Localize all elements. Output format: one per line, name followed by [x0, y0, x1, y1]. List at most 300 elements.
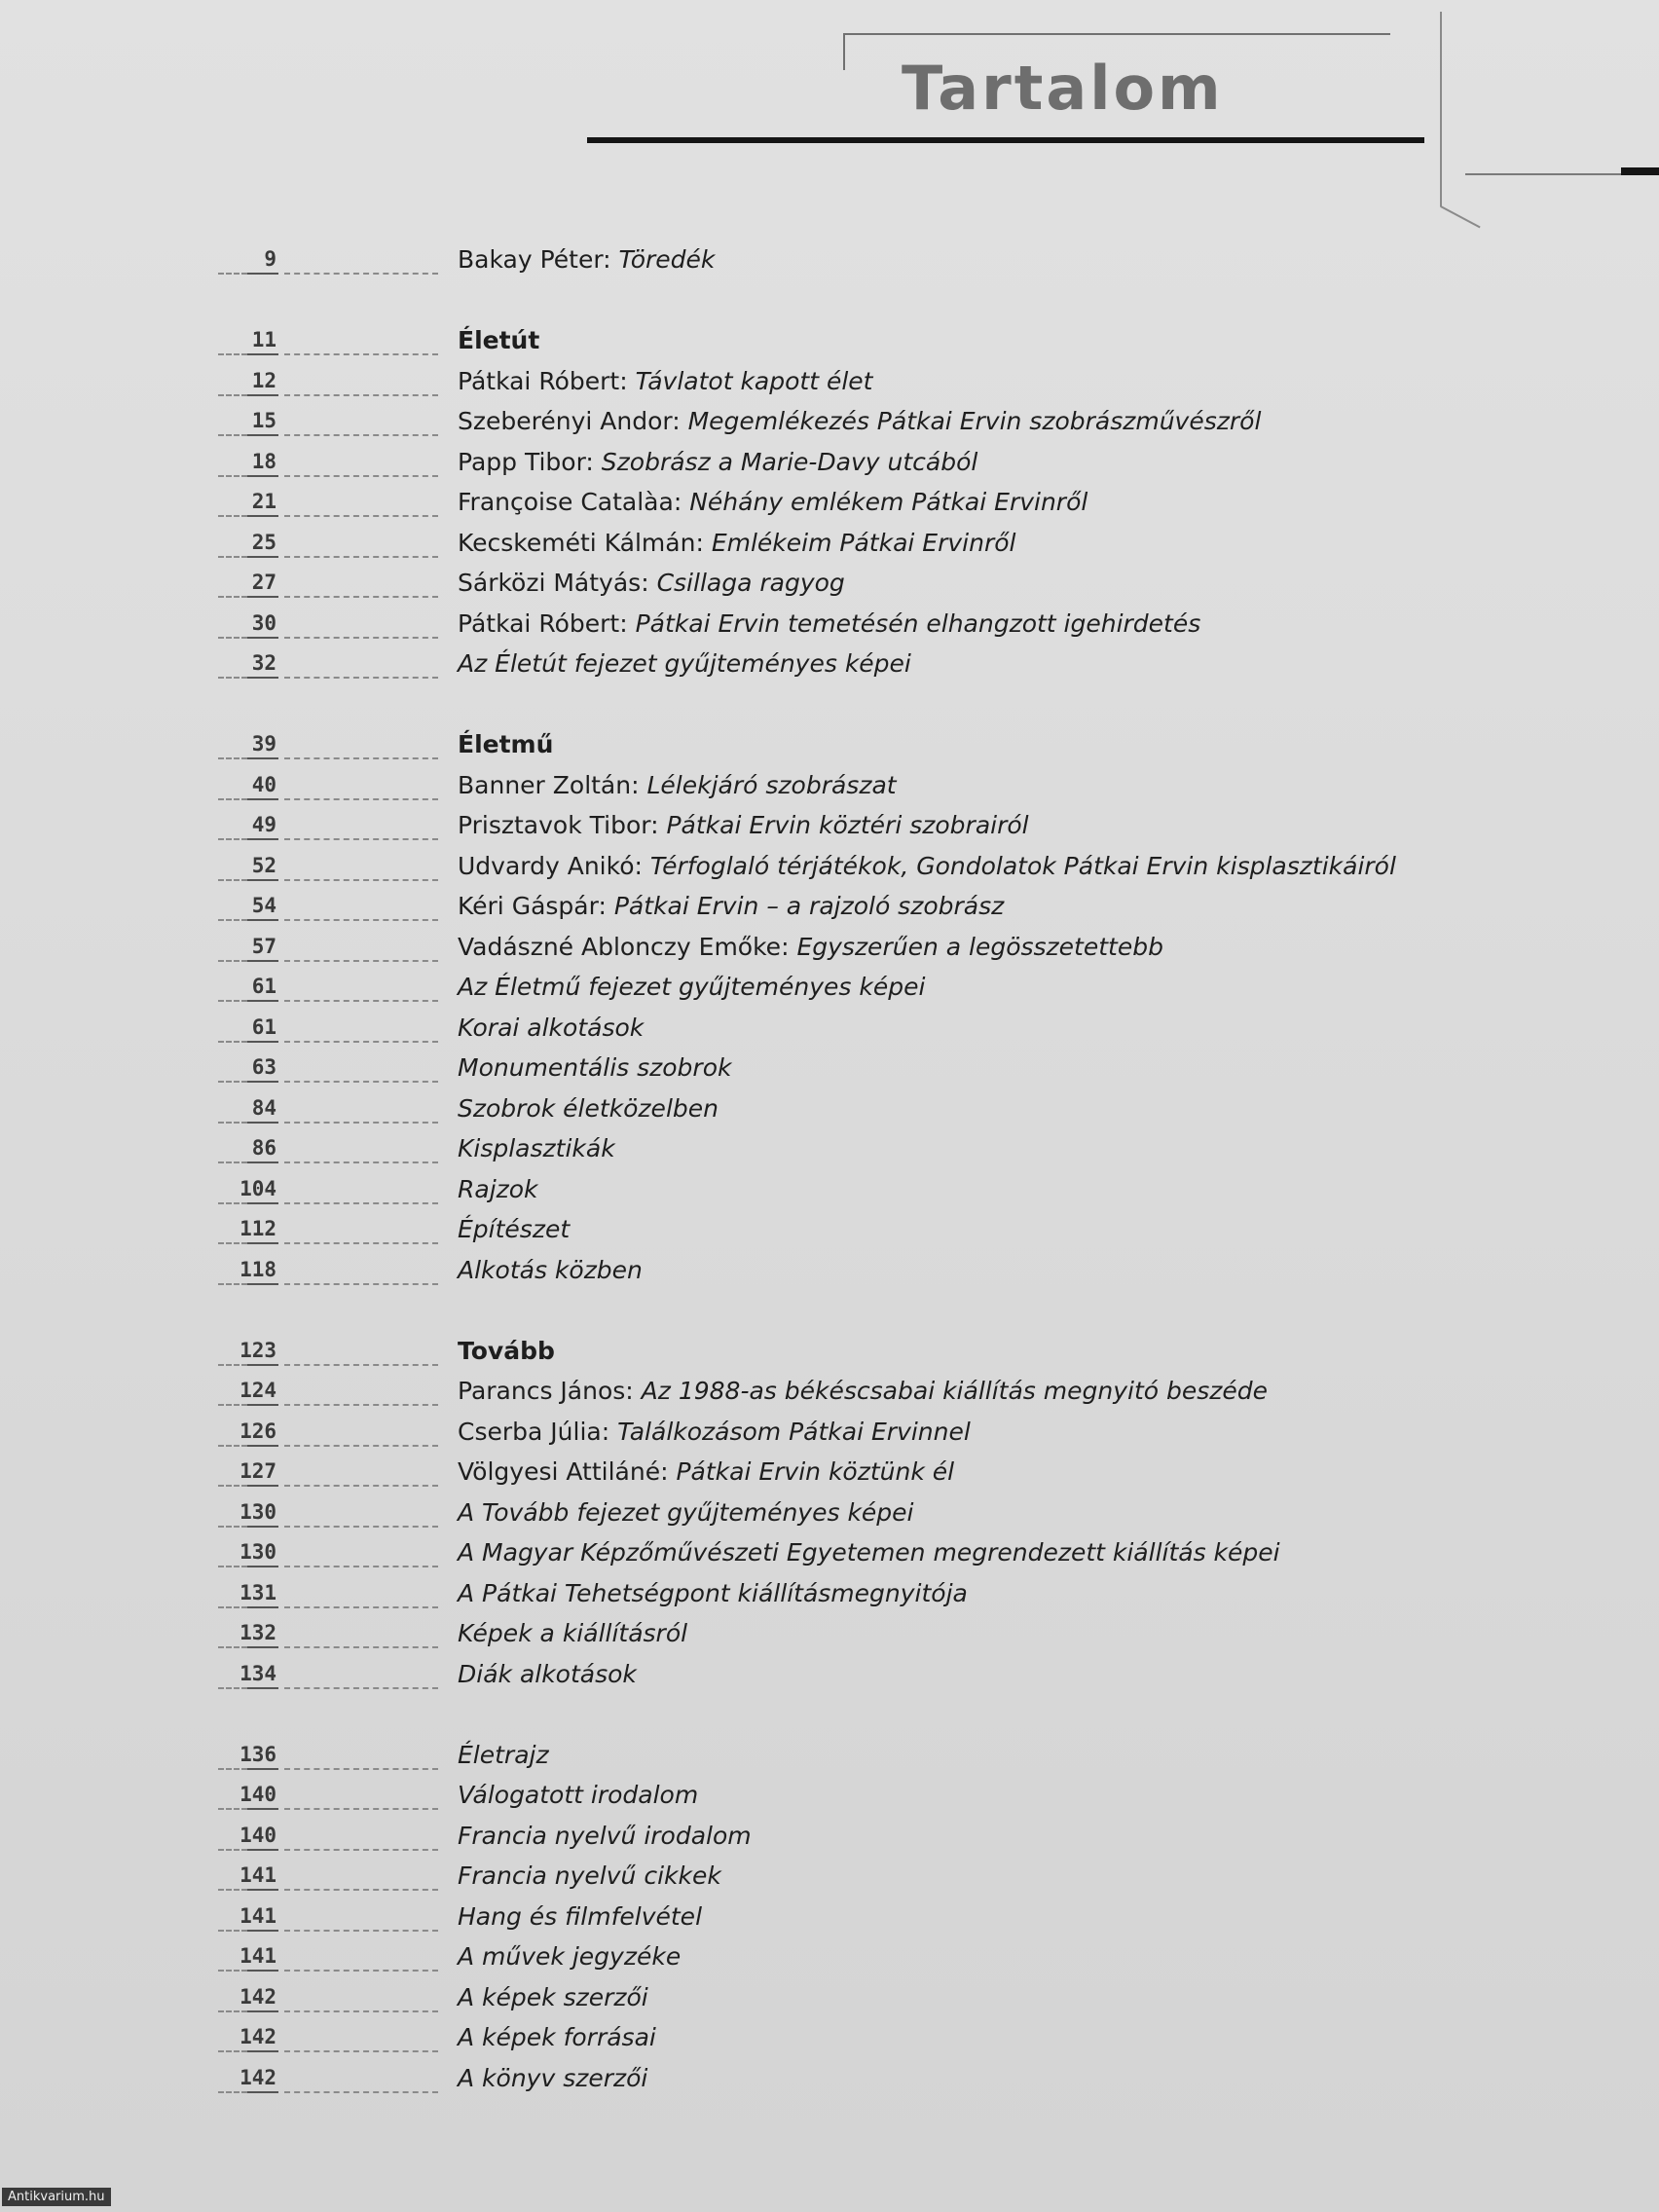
- toc-page-number: 25: [251, 530, 276, 554]
- toc-entry-text: Sárközi Mátyás: Csillaga ragyog: [458, 569, 845, 597]
- toc-entry: [218, 848, 1620, 889]
- toc-entry-text: [458, 1822, 752, 1850]
- page-underline: [247, 637, 278, 639]
- toc-section-row: [218, 726, 1620, 767]
- toc-author: Sárközi Mátyás: [458, 569, 642, 597]
- toc-page-number: 39: [251, 732, 276, 756]
- toc-entry-text: [458, 973, 925, 1001]
- toc-entry: [218, 241, 1620, 282]
- page-underline: [247, 1970, 278, 1972]
- toc-author: Papp Tibor: [458, 447, 586, 476]
- toc-entry-text: Szeberényi Andor: Megemlékezés Pátkai Ervin szobrászművészről: [458, 407, 1262, 435]
- leader-line: [218, 1768, 247, 1770]
- leader-line: [218, 353, 247, 355]
- toc-page-number: 142: [240, 2065, 276, 2089]
- toc-page-number: 131: [240, 1580, 276, 1604]
- toc-entry-text: Prisztavok Tibor: Pátkai Ervin köztéri szobrairól: [458, 811, 1029, 839]
- toc-entry: [218, 2019, 1620, 2060]
- toc-entry: [218, 1615, 1620, 1656]
- page-underline: [247, 353, 278, 355]
- leader-line: [218, 919, 247, 921]
- page-underline: [247, 1364, 278, 1366]
- toc-entry-text: Bakay Péter: Töredék: [458, 245, 716, 274]
- toc-author: Pátkai Róbert: [458, 608, 620, 638]
- toc-section-title: Életmű: [458, 730, 554, 758]
- toc-title: Az Életmű fejezet gyűjteményes képei: [458, 973, 926, 1001]
- toc-title: Életrajz: [458, 1740, 549, 1769]
- toc-entry: [218, 1575, 1620, 1616]
- leader-line: [284, 596, 438, 598]
- leader-line: [218, 637, 247, 639]
- toc-entry-text: [458, 1175, 538, 1203]
- page-underline: [247, 1000, 278, 1002]
- toc-entry-text: Udvardy Anikó: Térfoglaló térjátékok, Gondolatok Pátkai Ervin kisplasztikáiról: [458, 851, 1396, 880]
- toc-entry-text: Banner Zoltán: Lélekjáró szobrászat: [458, 770, 897, 799]
- toc-entry-text: [458, 1619, 687, 1647]
- toc-entry-text: [458, 1215, 570, 1243]
- toc-title: A Pátkai Tehetségpont kiállításmegnyitója: [458, 1578, 968, 1607]
- toc-entry: [218, 969, 1620, 1010]
- page-title: Tartalom: [902, 53, 1224, 124]
- corner-line-horizontal: [1465, 173, 1621, 175]
- leader-line: [218, 556, 247, 558]
- toc-entry-text: [458, 1983, 648, 2011]
- page-underline: [247, 1526, 278, 1528]
- toc-page-number: 54: [251, 894, 276, 917]
- toc-page-number: 18: [251, 449, 276, 473]
- toc-author: Vadászné Ablonczy Emőke: [458, 932, 782, 961]
- toc-entry: [218, 1818, 1620, 1859]
- leader-line: [284, 757, 438, 759]
- leader-line: [284, 434, 438, 436]
- toc-page-number: 32: [251, 651, 276, 675]
- leader-line: [284, 1364, 438, 1366]
- leader-line: [218, 1849, 247, 1851]
- toc-title: A Magyar Képzőművészeti Egyetemen megrendezett kiállítás képei: [458, 1538, 1280, 1567]
- toc-title: A képek szerzői: [458, 1982, 648, 2011]
- toc-entry-text: [458, 1862, 721, 1890]
- toc-title: Térfoglaló térjátékok, Gondolatok Pátkai Ervin kisplasztikáiról: [649, 851, 1396, 880]
- toc-title: Az 1988-as békéscsabai kiállítás megnyitó beszéde: [641, 1377, 1269, 1405]
- leader-line: [218, 838, 247, 840]
- page-underline: [247, 515, 278, 517]
- toc-entry-text: Pátkai Róbert: Pátkai Ervin temetésén elhangzott igehirdetés: [458, 608, 1201, 638]
- toc-entry-text: [458, 1781, 698, 1809]
- toc-author: Françoise Catalàa: [458, 488, 674, 516]
- toc-title: Francia nyelvű cikkek: [458, 1862, 721, 1890]
- leader-line: [218, 1283, 247, 1285]
- leader-line: [284, 798, 438, 800]
- page-underline: [247, 1485, 278, 1487]
- toc-entry: [218, 1656, 1620, 1697]
- toc-author: Banner Zoltán: [458, 770, 632, 799]
- page-underline: [247, 798, 278, 800]
- leader-line: [284, 838, 438, 840]
- toc-author: Udvardy Anikó: [458, 851, 635, 880]
- leader-line: [218, 1889, 247, 1891]
- toc-title: A művek jegyzéke: [458, 1942, 682, 1971]
- toc-author: Cserba Júlia: [458, 1417, 602, 1446]
- toc-section-title: Tovább: [458, 1336, 555, 1365]
- toc-author: Szeberényi Andor: [458, 407, 673, 435]
- toc-entry: [218, 1979, 1620, 2020]
- toc-entry-text: [458, 730, 553, 758]
- leader-line: [284, 1687, 438, 1689]
- leader-line: [218, 2091, 247, 2093]
- leader-line: [218, 596, 247, 598]
- leader-line: [284, 1000, 438, 1002]
- page-underline: [247, 273, 278, 275]
- toc-section-title: Életút: [458, 326, 540, 354]
- toc-entry: [218, 1171, 1620, 1212]
- toc-title: A képek forrásai: [458, 2023, 656, 2051]
- leader-line: [284, 1485, 438, 1487]
- toc-page-number: 63: [251, 1055, 276, 1079]
- toc-page-number: 142: [240, 1984, 276, 2009]
- leader-line: [218, 1122, 247, 1124]
- page-underline: [247, 1081, 278, 1083]
- leader-line: [218, 1364, 247, 1366]
- toc-page-number: 130: [240, 1499, 276, 1524]
- page-underline: [247, 1646, 278, 1648]
- leader-line: [218, 1242, 247, 1244]
- toc-page-number: 61: [251, 1014, 276, 1039]
- leader-line: [218, 1161, 247, 1163]
- leader-line: [218, 1970, 247, 1972]
- toc-entry-text: [458, 649, 911, 678]
- leader-line: [284, 1445, 438, 1447]
- toc-entry-text: Völgyesi Attiláné: Pátkai Ervin köztünk él: [458, 1457, 955, 1486]
- leader-line: [284, 1202, 438, 1204]
- leader-line: [218, 1646, 247, 1648]
- toc-entry-text: [458, 326, 539, 354]
- page-underline: [247, 394, 278, 396]
- toc-author: Völgyesi Attiláné: [458, 1457, 661, 1486]
- page-underline: [247, 1849, 278, 1851]
- toc-page-number: 61: [251, 975, 276, 998]
- toc-entry: [218, 929, 1620, 970]
- page-underline: [247, 838, 278, 840]
- page-underline: [247, 1606, 278, 1608]
- toc-entry-text: Papp Tibor: Szobrász a Marie-Davy utcából: [458, 447, 978, 476]
- toc-page-number: 130: [240, 1540, 276, 1564]
- toc-title: Pátkai Ervin – a rajzoló szobrász: [613, 892, 1005, 920]
- toc-page-number: 140: [240, 1823, 276, 1847]
- page-underline: [247, 919, 278, 921]
- toc-page-number: 118: [240, 1257, 276, 1281]
- toc-entry: [218, 1090, 1620, 1131]
- toc-entry: [218, 1938, 1620, 1979]
- toc-title: Pátkai Ervin köztünk él: [676, 1457, 955, 1486]
- toc-page-number: 9: [264, 247, 276, 271]
- toc-page-number: 141: [240, 1863, 276, 1887]
- toc-title: Korai alkotások: [458, 1013, 645, 1042]
- toc-entry-text: [458, 1942, 681, 1971]
- corner-bar: [1621, 167, 1659, 175]
- leader-line: [284, 1041, 438, 1043]
- toc-entry-text: [458, 2023, 656, 2051]
- toc-page-number: 104: [240, 1176, 276, 1200]
- page-underline: [247, 1687, 278, 1689]
- toc-page-number: 141: [240, 1944, 276, 1968]
- toc-title: Kisplasztikák: [458, 1134, 615, 1162]
- corner-line-vertical: [1440, 12, 1442, 206]
- leader-line: [284, 1161, 438, 1163]
- leader-line: [218, 273, 247, 275]
- page-underline: [247, 677, 278, 679]
- leader-line: [218, 1606, 247, 1608]
- toc-page-number: 21: [251, 490, 276, 513]
- leader-line: [218, 394, 247, 396]
- toc-page-number: 127: [240, 1459, 276, 1483]
- leader-line: [284, 515, 438, 517]
- toc-entry: [218, 1130, 1620, 1171]
- toc-author: Kecskeméti Kálmán: [458, 528, 696, 557]
- toc-entry: [218, 807, 1620, 848]
- leader-line: [218, 2010, 247, 2012]
- toc-page-number: 123: [240, 1338, 276, 1362]
- toc-entry-text: [458, 1256, 643, 1284]
- page-underline: [247, 1161, 278, 1163]
- toc-section-row: [218, 322, 1620, 363]
- toc-entry: [218, 1899, 1620, 1939]
- toc-title: Az Életút fejezet gyűjteményes képei: [458, 649, 911, 678]
- toc-page-number: 142: [240, 2025, 276, 2048]
- toc-title: A Tovább fejezet gyűjteményes képei: [458, 1497, 914, 1527]
- toc-title: Csillaga ragyog: [656, 569, 845, 597]
- toc-title: Emlékeim Pátkai Ervinről: [711, 528, 1016, 557]
- toc-entry-text: Kéri Gáspár: Pátkai Ervin – a rajzoló szobrász: [458, 892, 1005, 920]
- toc-entry: [218, 2060, 1620, 2101]
- page-underline: [247, 556, 278, 558]
- toc-entry-text: Pátkai Róbert: Távlatot kapott élet: [458, 366, 873, 395]
- leader-line: [218, 1808, 247, 1810]
- toc-entry-text: [458, 1134, 615, 1162]
- toc-page-number: 57: [251, 934, 276, 958]
- toc-entry-text: [458, 1579, 968, 1607]
- toc-entry: [218, 1737, 1620, 1778]
- toc-title: A könyv szerzői: [458, 2063, 648, 2092]
- leader-line: [284, 1808, 438, 1810]
- leader-line: [218, 1930, 247, 1932]
- leader-line: [284, 2050, 438, 2052]
- page-underline: [247, 1283, 278, 1285]
- toc-entry-text: [458, 1014, 644, 1042]
- leader-line: [284, 475, 438, 477]
- leader-line: [218, 757, 247, 759]
- toc-author: Prisztavok Tibor: [458, 811, 651, 839]
- leader-line: [284, 1930, 438, 1932]
- page-underline: [247, 757, 278, 759]
- leader-line: [218, 1687, 247, 1689]
- page-underline: [247, 1768, 278, 1770]
- toc-page-number: 112: [240, 1217, 276, 1240]
- corner-line-diagonal: [1440, 205, 1481, 228]
- leader-line: [284, 1768, 438, 1770]
- toc-entry: [218, 363, 1620, 404]
- toc-entry: [218, 1211, 1620, 1252]
- leader-line: [284, 1404, 438, 1406]
- toc-section-row: [218, 1333, 1620, 1374]
- toc-title: Töredék: [618, 245, 716, 274]
- toc-entry: [218, 888, 1620, 929]
- toc-page-number: 141: [240, 1903, 276, 1928]
- toc-page-number: 15: [251, 409, 276, 432]
- leader-line: [218, 1526, 247, 1528]
- page-underline: [247, 2091, 278, 2093]
- toc-author: Parancs János: [458, 1377, 626, 1405]
- leader-line: [284, 1122, 438, 1124]
- page-underline: [247, 2010, 278, 2012]
- page-underline: [247, 1242, 278, 1244]
- toc-entry: [218, 1050, 1620, 1090]
- toc-title: Pátkai Ervin temetésén elhangzott igehirdetés: [635, 608, 1201, 638]
- leader-line: [218, 1404, 247, 1406]
- leader-line: [284, 2010, 438, 2012]
- leader-line: [218, 798, 247, 800]
- toc-entry-text: [458, 2064, 647, 2092]
- toc-title: Válogatott irodalom: [458, 1781, 699, 1809]
- toc-title: Szobrok életközelben: [458, 1093, 719, 1123]
- toc-author: Pátkai Róbert: [458, 366, 620, 395]
- toc-title: Pátkai Ervin köztéri szobrairól: [666, 811, 1029, 839]
- leader-line: [218, 1081, 247, 1083]
- leader-line: [218, 1445, 247, 1447]
- toc-title: Diák alkotások: [458, 1659, 637, 1688]
- leader-line: [284, 1889, 438, 1891]
- leader-line: [284, 1242, 438, 1244]
- leader-line: [284, 1849, 438, 1851]
- toc-entry-text: [458, 1538, 1280, 1567]
- leader-line: [284, 556, 438, 558]
- toc-entry: [218, 1454, 1620, 1494]
- toc-page-number: 11: [251, 328, 276, 351]
- toc-entry-text: [458, 1498, 914, 1527]
- toc-page-number: 52: [251, 853, 276, 877]
- page-underline: [247, 1566, 278, 1567]
- toc-title: Lélekjáró szobrászat: [646, 770, 897, 799]
- leader-line: [284, 394, 438, 396]
- toc-entry-text: [458, 1053, 731, 1082]
- toc-entry-text: Parancs János: Az 1988-as békéscsabai kiállítás megnyitó beszéde: [458, 1377, 1269, 1405]
- toc-page-number: 84: [251, 1095, 276, 1120]
- leader-line: [218, 1041, 247, 1043]
- toc-page-number: 136: [240, 1742, 276, 1766]
- leader-line: [284, 1081, 438, 1083]
- leader-line: [284, 1970, 438, 1972]
- page-underline: [247, 960, 278, 962]
- toc-title: Francia nyelvű irodalom: [458, 1821, 752, 1850]
- leader-line: [218, 475, 247, 477]
- toc-page-number: 140: [240, 1783, 276, 1806]
- toc-entry: [218, 1373, 1620, 1414]
- leader-line: [284, 1526, 438, 1528]
- toc-title: Építészet: [458, 1215, 571, 1243]
- toc-title: Egyszerűen a legösszetettebb: [796, 932, 1163, 961]
- leader-line: [218, 2050, 247, 2052]
- toc-page-number: 27: [251, 571, 276, 594]
- leader-line: [218, 434, 247, 436]
- toc-entry-text: Cserba Júlia: Találkozásom Pátkai Ervinnel: [458, 1417, 971, 1446]
- toc-title: Monumentális szobrok: [458, 1053, 732, 1082]
- page-underline: [247, 1122, 278, 1124]
- leader-line: [284, 1566, 438, 1567]
- toc-entry: [218, 1494, 1620, 1535]
- table-of-contents: [218, 241, 1620, 2100]
- toc-entry: [218, 1252, 1620, 1293]
- toc-title: Alkotás közben: [458, 1255, 643, 1284]
- toc-entry: [218, 767, 1620, 808]
- page-underline: [247, 1930, 278, 1932]
- toc-entry-text: [458, 1902, 702, 1931]
- toc-entry-text: Kecskeméti Kálmán: Emlékeim Pátkai Ervinről: [458, 528, 1016, 557]
- toc-entry: [218, 1858, 1620, 1899]
- toc-entry: [218, 645, 1620, 686]
- toc-author: Bakay Péter: [458, 245, 604, 274]
- toc-page-number: 124: [240, 1379, 276, 1402]
- leader-line: [218, 1566, 247, 1567]
- toc-entry: [218, 1777, 1620, 1818]
- toc-entry-text: [458, 1094, 719, 1123]
- toc-page-number: 86: [251, 1136, 276, 1160]
- toc-title: Képek a kiállításról: [458, 1619, 688, 1647]
- leader-line: [218, 1485, 247, 1487]
- toc-entry: [218, 1534, 1620, 1575]
- toc-page-number: 30: [251, 610, 276, 635]
- toc-entry: [218, 525, 1620, 566]
- page-underline: [247, 475, 278, 477]
- leader-line: [284, 960, 438, 962]
- leader-line: [284, 677, 438, 679]
- leader-line: [218, 960, 247, 962]
- toc-title: Rajzok: [458, 1174, 538, 1203]
- toc-entry: [218, 565, 1620, 606]
- leader-line: [218, 1202, 247, 1204]
- page-underline: [247, 2050, 278, 2052]
- toc-title: Távlatot kapott élet: [635, 366, 873, 395]
- toc-title: Találkozásom Pátkai Ervinnel: [617, 1417, 971, 1446]
- page-underline: [247, 1808, 278, 1810]
- toc-entry-text: [458, 1741, 549, 1769]
- toc-title: Megemlékezés Pátkai Ervin szobrászművészről: [687, 407, 1262, 435]
- page-underline: [247, 1889, 278, 1891]
- toc-entry: [218, 1414, 1620, 1455]
- toc-entry: [218, 403, 1620, 444]
- title-underline: [587, 137, 1424, 143]
- toc-entry-text: Vadászné Ablonczy Emőke: Egyszerűen a legösszetettebb: [458, 932, 1163, 961]
- toc-entry: [218, 444, 1620, 485]
- toc-author: Kéri Gáspár: [458, 892, 599, 920]
- toc-page-number: 134: [240, 1661, 276, 1685]
- leader-line: [284, 353, 438, 355]
- leader-line: [284, 1283, 438, 1285]
- leader-line: [218, 1000, 247, 1002]
- toc-entry-text: [458, 1337, 555, 1365]
- page-underline: [247, 1202, 278, 1204]
- toc-title: Szobrász a Marie-Davy utcából: [601, 447, 978, 476]
- leader-line: [284, 637, 438, 639]
- toc-entry-text: Françoise Catalàa: Néhány emlékem Pátkai Ervinről: [458, 488, 1088, 516]
- toc-page-number: 126: [240, 1419, 276, 1443]
- leader-line: [284, 273, 438, 275]
- toc-entry-text: [458, 1660, 637, 1688]
- footer-watermark: Antikvarium.hu: [2, 2188, 111, 2206]
- page-underline: [247, 596, 278, 598]
- page-underline: [247, 434, 278, 436]
- toc-title: Hang és filmfelvétel: [458, 1901, 703, 1931]
- leader-line: [218, 677, 247, 679]
- leader-line: [284, 1646, 438, 1648]
